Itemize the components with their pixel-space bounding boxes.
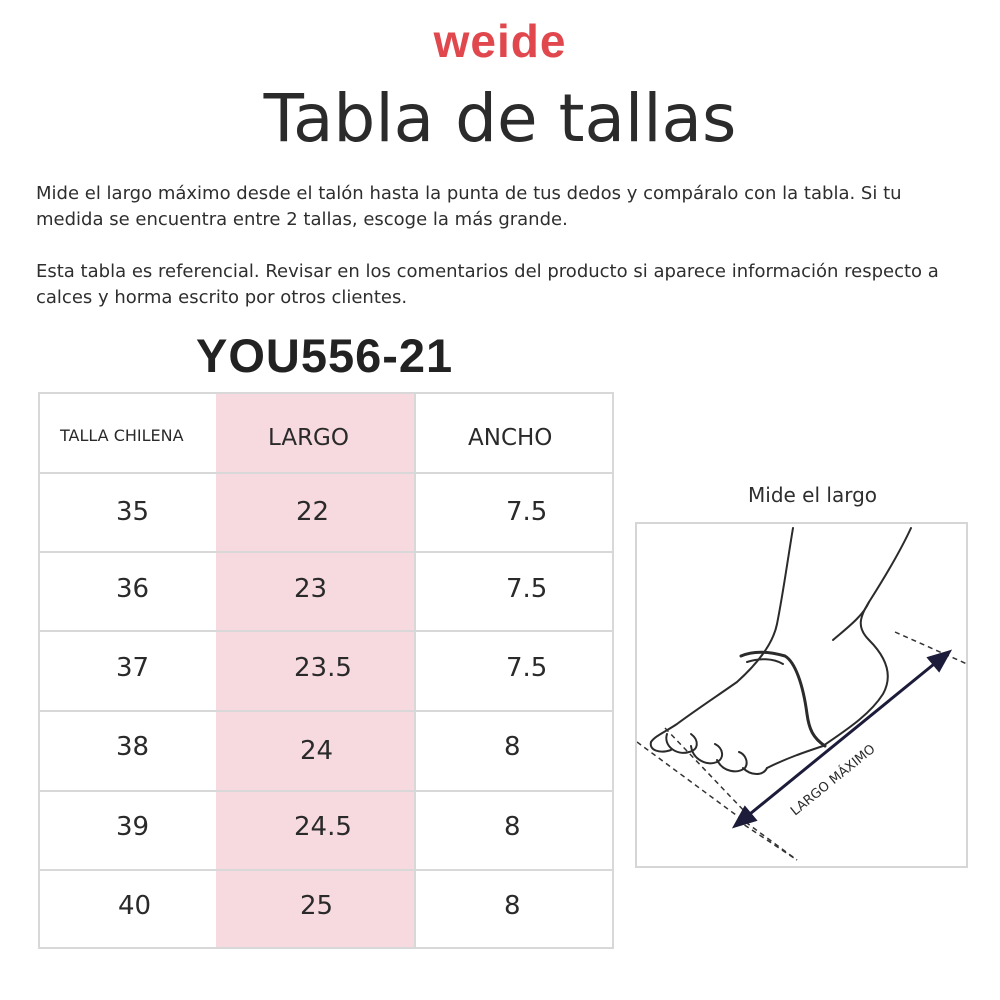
row-divider	[40, 472, 612, 474]
table-row-5-talla: 39	[116, 812, 150, 842]
row-divider	[40, 710, 612, 712]
table-row-1-ancho: 7.5	[506, 497, 548, 527]
table-row-3-largo: 23.5	[294, 653, 352, 683]
arrow-label: LARGO MÁXIMO	[788, 741, 879, 820]
header-largo: LARGO	[268, 425, 349, 451]
foot-icon	[637, 524, 966, 866]
table-row-2-talla: 36	[116, 574, 150, 604]
disclaimer-paragraph: Esta tabla es referencial. Revisar en los comentarios del producto si aparece información respecto a calces y horma escrito por otros clientes.	[36, 261, 939, 308]
column-divider	[414, 394, 416, 947]
table-row-4-largo: 24	[300, 736, 334, 766]
table-row-4-talla: 38	[116, 732, 150, 762]
table-row-5-largo: 24.5	[294, 812, 352, 842]
table-row-6-ancho: 8	[504, 891, 521, 921]
table-row-5-ancho: 8	[504, 812, 521, 842]
table-row-1-talla: 35	[116, 497, 150, 527]
row-divider	[40, 630, 612, 632]
brand-logo: weide	[433, 15, 567, 67]
size-table	[38, 392, 614, 949]
table-row-6-largo: 25	[300, 891, 334, 921]
table-row-4-ancho: 8	[504, 732, 521, 762]
page-title: Tabla de tallas	[263, 80, 737, 157]
model-code: YOU556-21	[196, 329, 454, 382]
foot-measure-illustration	[635, 522, 968, 868]
row-divider	[40, 869, 612, 871]
instructions-paragraph: Mide el largo máximo desde el talón hasta la punta de tus dedos y compáralo con la tabla. Si tu medida se encuentra entre 2 tallas, escoge la más grande.	[36, 183, 902, 230]
header-talla-chilena: TALLA CHILENA	[60, 426, 184, 445]
illustration-caption: Mide el largo	[748, 483, 878, 507]
row-divider	[40, 551, 612, 553]
table-row-3-talla: 37	[116, 653, 150, 683]
header-ancho: ANCHO	[468, 425, 553, 451]
table-row-2-ancho: 7.5	[506, 574, 548, 604]
table-row-2-largo: 23	[294, 574, 328, 604]
row-divider	[40, 790, 612, 792]
table-row-1-largo: 22	[296, 497, 330, 527]
table-row-3-ancho: 7.5	[506, 653, 548, 683]
table-row-6-talla: 40	[118, 891, 152, 921]
